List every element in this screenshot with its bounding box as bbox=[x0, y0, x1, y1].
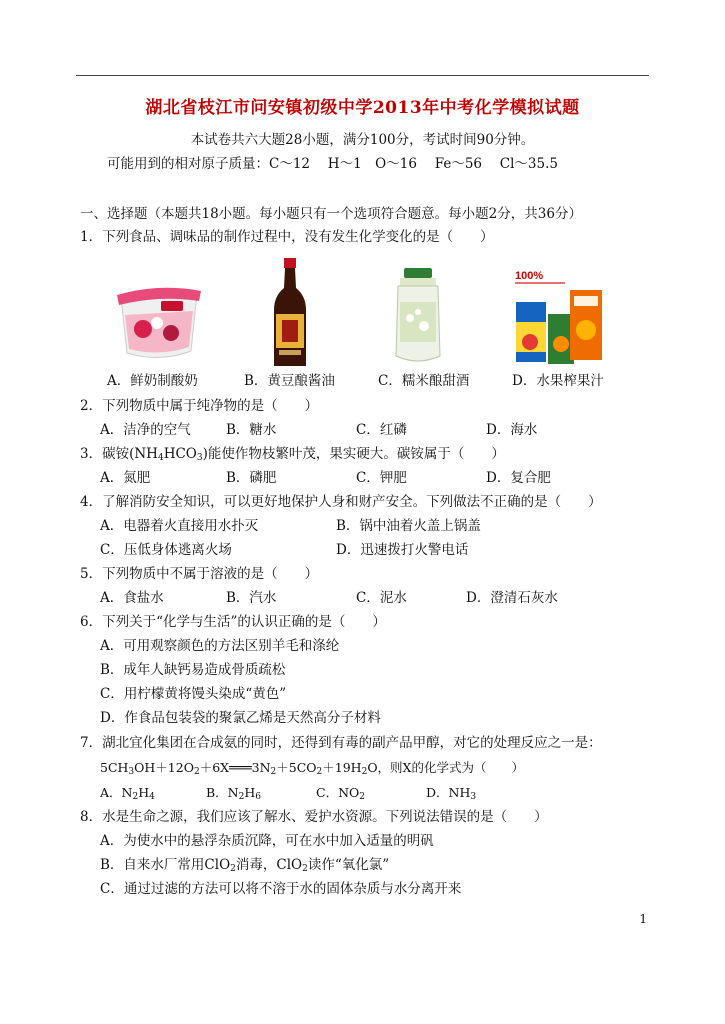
q1-option-d: D．水果榨果汁 bbox=[512, 373, 604, 389]
q6-option-b: B．成年人缺钙易造成骨质疏松 bbox=[100, 662, 286, 678]
juice-image bbox=[512, 268, 607, 368]
q7-option-c: C．$NO_2$ bbox=[316, 785, 365, 802]
q2-option-a: A．洁净的空气 bbox=[100, 422, 191, 438]
q2-stem: 2．下列物质中属于纯净物的是（ ） bbox=[80, 398, 319, 414]
q3-option-d: D．复合肥 bbox=[486, 470, 551, 486]
q3-stem: 3．碳铵$(NH_4HCO_3)$能使作物枝繁叶茂，果实硬大。碳铵属于（ ） bbox=[80, 446, 505, 463]
q5-option-b: B．汽水 bbox=[226, 590, 277, 606]
q6-option-a: A．可用观察颜色的方法区别羊毛和涤纶 bbox=[100, 638, 340, 654]
soy-sauce-image bbox=[270, 258, 310, 370]
q1-stem: 1．下列食品、调味品的制作过程中，没有发生化学变化的是（ ） bbox=[80, 229, 494, 245]
q7-equation: $5CH_3OH+12O_2+6X═══3N_2+5CO_2+19H_2O$，则X的化学式为（ ） bbox=[100, 760, 524, 777]
q6-option-c: C．用柠檬黄将馒头染成“黄色” bbox=[100, 686, 287, 702]
yogurt-image bbox=[113, 275, 205, 367]
q6-stem: 6．下列关于“化学与生活”的认识正确的是（ ） bbox=[80, 614, 386, 630]
q8-option-b: B．自来水厂常用ClO$_2$消毒，ClO$_2$读作“氧化氯” bbox=[100, 857, 390, 874]
q3-option-c: C．钾肥 bbox=[356, 470, 407, 486]
q5-option-d: D．澄清石灰水 bbox=[466, 590, 558, 606]
q7-option-d: D．$NH_3$ bbox=[426, 785, 477, 802]
q8-stem: 8．水是生命之源，我们应该了解水、爱护水资源。下列说法错误的是（ ） bbox=[80, 809, 548, 825]
q7-option-a: A．$N_2H_4$ bbox=[100, 785, 155, 802]
header-rule bbox=[76, 75, 649, 76]
q5-option-a: A．食盐水 bbox=[100, 590, 164, 606]
q7-option-b: B．$N_2H_6$ bbox=[206, 785, 261, 802]
q2-option-d: D．海水 bbox=[486, 422, 538, 438]
juice-badge-text: 100% bbox=[515, 270, 544, 282]
q4-option-a: A．电器着火直接用水扑灭 bbox=[100, 518, 259, 534]
page-number: 1 bbox=[639, 912, 647, 926]
q8-option-c: C．通过过滤的方法可以将不溶于水的固体杂质与水分离开来 bbox=[100, 881, 462, 897]
rice-wine-image bbox=[394, 268, 442, 366]
q5-option-c: C．泥水 bbox=[356, 590, 407, 606]
q5-stem: 5．下列物质中不属于溶液的是（ ） bbox=[80, 566, 319, 582]
q2-option-b: B．糖水 bbox=[226, 422, 277, 438]
q3-option-b: B．磷肥 bbox=[226, 470, 277, 486]
page-title: 湖北省枝江市问安镇初级中学2013年中考化学模拟试题 bbox=[145, 98, 580, 118]
q1-option-b: B．黄豆酿酱油 bbox=[244, 373, 335, 389]
intro-line-2: 可能用到的相对原子质量：C～12 H～1 O～16 Fe～56 Cl～35.5 bbox=[107, 156, 558, 172]
q1-option-c: C．糯米酿甜酒 bbox=[378, 373, 470, 389]
q1-option-a: A．鲜奶制酸奶 bbox=[107, 373, 198, 389]
q4-option-c: C．压低身体逃离火场 bbox=[100, 542, 232, 558]
q7-stem: 7．湖北宜化集团在合成氨的同时，还得到有毒的副产品甲醇，对它的处理反应之一是： bbox=[80, 735, 602, 751]
q4-option-b: B．锅中油着火盖上锅盖 bbox=[336, 518, 481, 534]
q3-option-a: A．氮肥 bbox=[100, 470, 151, 486]
q2-option-c: C．红磷 bbox=[356, 422, 407, 438]
q4-stem: 4．了解消防安全知识，可以更好地保护人身和财产安全。下列做法不正确的是（ ） bbox=[80, 494, 602, 510]
q4-option-d: D．迅速拨打火警电话 bbox=[336, 542, 469, 558]
section-heading: 一、选择题（本题共18小题。每小题只有一个选项符合题意。每小题2分，共36分） bbox=[80, 206, 582, 222]
q6-option-d: D．作食品包装袋的聚氯乙烯是天然高分子材料 bbox=[100, 710, 381, 726]
q8-option-a: A．为使水中的悬浮杂质沉降，可在水中加入适量的明矾 bbox=[100, 833, 434, 849]
intro-line-1: 本试卷共六大题28小题，满分100分，考试时间90分钟。 bbox=[190, 132, 535, 148]
